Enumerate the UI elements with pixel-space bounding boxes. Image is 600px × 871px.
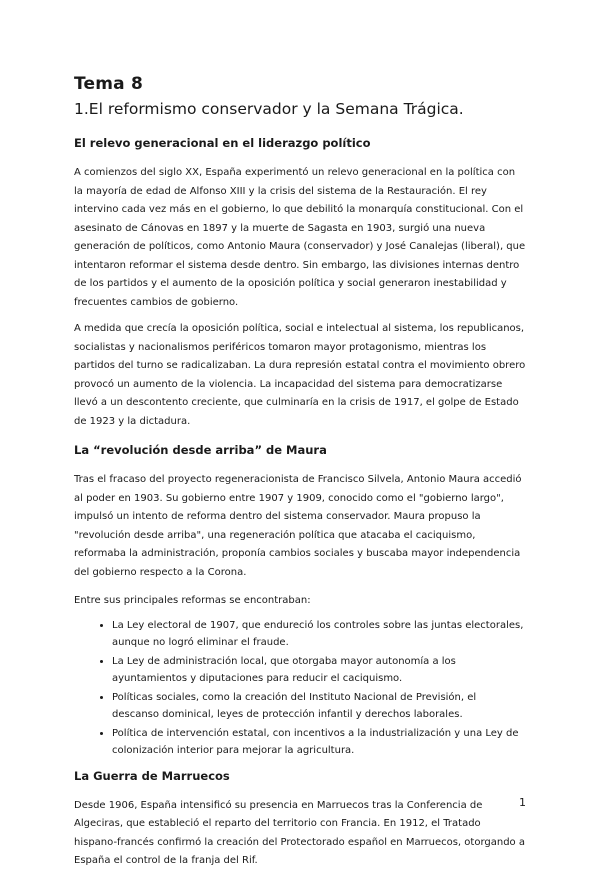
- paragraph: Entre sus principales reformas se encontraban:: [74, 595, 311, 606]
- section-heading: El relevo generacional en el liderazgo político: [74, 136, 371, 150]
- list-item: • Política de intervención estatal, con incentivos a la industrialización y una Ley de colonización interior para mejorar la agricultura.: [112, 725, 526, 759]
- paragraph: A comienzos del siglo XX, España experimentó un relevo generacional en la política con la mayoría de edad de Alfonso XIII y la crisis del sistema de la Restauración. El rey intervino cada vez más en el gobierno, lo que debilitó la monarquía constitucional. Con el asesinato de Cánovas en 1897 y la muerte de Sagasta en 1903, surgió una nueva generación de políticos, como Antonio Maura (conservador) y José Canalejas (liberal), que intentaron reformar el sistema desde dentro. Sin embargo, las divisiones internas dentro de los partidos y el aumento de la oposición política y social generaron inestabilidad y frecuentes cambios de gobierno.: [74, 167, 526, 308]
- section-heading: La Guerra de Marruecos: [74, 768, 230, 783]
- document-subtitle: 1.El reformismo conservador y la Semana Trágica.: [74, 100, 464, 118]
- list-item: • La Ley de administración local, que otorgaba mayor autonomía a los ayuntamientos y diputaciones para reducir el caciquismo.: [112, 653, 526, 687]
- document-title: Tema 8: [74, 74, 144, 94]
- section-heading: La “revolución desde arriba” de Maura: [74, 443, 327, 457]
- section-guerra-marruecos: [74, 769, 526, 871]
- paragraph: Tras el fracaso del proyecto regeneracionista de Francisco Silvela, Antonio Maura accedió al poder en 1903. Su gobierno entre 1907 y 1909, conocido como el "gobierno largo", impulsó un intento de reforma dentro del sistema conservador. Maura propuso la "revolución desde arriba", una regeneración política que atacaba el caciquismo, reformaba la administración, proponía cambios sociales y buscaba mayor independencia del gobierno respecto a la Corona.: [74, 474, 522, 578]
- reform-list: [74, 617, 526, 759]
- section-revolucion-desde-arriba: [74, 443, 526, 759]
- list-item: • La Ley electoral de 1907, que endureció los controles sobre las juntas electorales, aunque no logró eliminar el fraude.: [112, 617, 526, 651]
- paragraph: Desde 1906, España intensificó su presencia en Marruecos tras la Conferencia de Algeciras, que estableció el reparto del territorio con Francia. En 1912, el Tratado hispano-francés confirmó la creación del Protectorado español en Marruecos, otorgando a España el control de la franja del Rif.: [74, 799, 525, 866]
- page-number: 1: [519, 796, 526, 809]
- section-relevo-generacional: [74, 136, 526, 431]
- list-item: • Políticas sociales, como la creación del Instituto Nacional de Previsión, el descanso dominical, leyes de protección infantil y derechos laborales.: [112, 689, 526, 723]
- paragraph: A medida que crecía la oposición política, social e intelectual al sistema, los republicanos, socialistas y nacionalismos periféricos tomaron mayor protagonismo, mientras los partidos del turno se radicalizaban. La dura represión estatal contra el movimiento obrero provocó un aumento de la violencia. La incapacidad del sistema para democratizarse llevó a un descontento creciente, que culminaría en la crisis de 1917, el golpe de Estado de 1923 y la dictadura.: [74, 323, 526, 427]
